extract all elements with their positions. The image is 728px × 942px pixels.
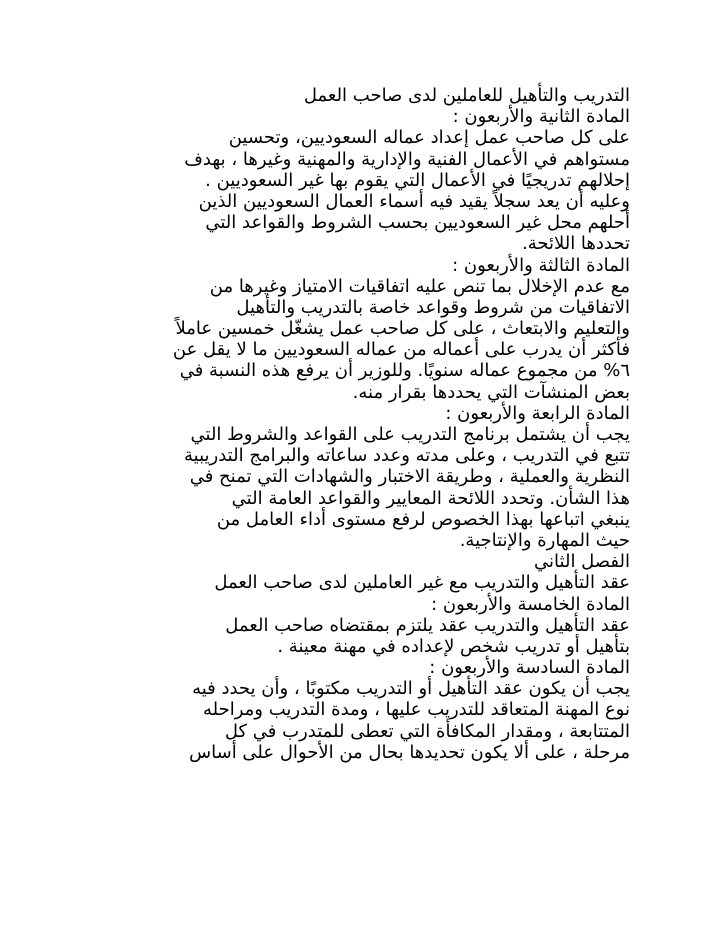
paragraph-line: يجب أن يكون عقد التأهيل أو التدريب مكتوبًا ، وأن يحدد فيه bbox=[192, 678, 630, 700]
chapter-heading: الفصل الثاني bbox=[534, 551, 630, 573]
paragraph-line: هذا الشأن. وتحدد اللائحة المعايير والقواعد العامة التي bbox=[231, 487, 630, 509]
paragraph-line: الاتفاقيات من شروط وقواعد خاصة بالتدريب والتأهيل bbox=[236, 296, 630, 318]
article-heading: المادة الخامسة والأربعون : bbox=[431, 593, 630, 615]
paragraph-line: بتأهيل أو تدريب شخص لإعداده في مهنة معينة . bbox=[277, 635, 630, 657]
paragraph-line: بعض المنشآت التي يحددها بقرار منه. bbox=[352, 381, 630, 403]
paragraph-line: ينبغي اتباعها بهذا الخصوص لرفع مستوى أداء العامل من bbox=[216, 508, 630, 530]
paragraph-line: مستواهم في الأعمال الفنية والإدارية والمهنية وغيرها ، بهدف bbox=[184, 148, 630, 170]
paragraph-line: أحلهم محل غير السعوديين بحسب الشروط والقواعد التي bbox=[205, 212, 630, 234]
paragraph-line: والتعليم والابتعاث ، على كل صاحب عمل يشغّل خمسين عاملاً bbox=[175, 318, 630, 340]
article-heading: المادة الثانية والأربعون : bbox=[452, 106, 630, 128]
paragraph-line: تتبع في التدريب ، وعلى مدته وعدد ساعاته والبرامج التدريبية bbox=[184, 445, 630, 467]
article-heading: المادة الرابعة والأربعون : bbox=[445, 402, 630, 424]
paragraph-line: المتتابعة ، ومقدار المكافأة التي تعطى للمتدرب في كل bbox=[224, 720, 630, 742]
section-heading: عقد التأهيل والتدريب مع غير العاملين لدى صاحب العمل bbox=[214, 572, 630, 594]
paragraph-line: مع عدم الإخلال بما تنص عليه اتفاقيات الامتياز وغيرها من bbox=[209, 275, 630, 297]
paragraph-line: فأكثر أن يدرب على أعماله من عماله السعوديين ما لا يقل عن bbox=[172, 339, 630, 361]
paragraph-line: النظرية والعملية ، وطريقة الاختبار والشهادات التي تمنح في bbox=[189, 466, 630, 488]
section-heading: التدريب والتأهيل للعاملين لدى صاحب العمل bbox=[303, 85, 630, 106]
article-heading: المادة الثالثة والأربعون : bbox=[452, 254, 630, 276]
document-body bbox=[100, 85, 630, 763]
paragraph-line: إحلالهم تدريجيًا في الأعمال التي يقوم بها غير السعوديين . bbox=[205, 169, 630, 191]
paragraph-line: وعليه أن يعد سجلاً يقيد فيه أسماء العمال السعوديين الذين bbox=[198, 190, 630, 212]
paragraph-line: مرحلة ، على ألا يكون تحديدها بحال من الأحوال على أساس bbox=[189, 741, 630, 763]
paragraph-line: عقد التأهيل والتدريب عقد يلتزم بمقتضاه صاحب العمل bbox=[225, 614, 630, 636]
paragraph-line: نوع المهنة المتعاقد للتدريب عليها ، ومدة التدريب ومراحله bbox=[202, 699, 630, 721]
paragraph-line: يجب أن يشتمل برنامج التدريب على القواعد والشروط التي bbox=[190, 424, 630, 445]
article-heading: المادة السادسة والأربعون : bbox=[429, 657, 630, 679]
paragraph-line: حيث المهارة والإنتاجية. bbox=[459, 529, 630, 551]
paragraph-line: على كل صاحب عمل إعداد عماله السعوديين، وتحسين bbox=[228, 127, 630, 149]
paragraph-line: ٦% من مجموع عماله سنويًا. وللوزير أن يرفع هذه النسبة في bbox=[179, 360, 630, 382]
paragraph-line: تحددها اللائحة. bbox=[521, 233, 630, 255]
